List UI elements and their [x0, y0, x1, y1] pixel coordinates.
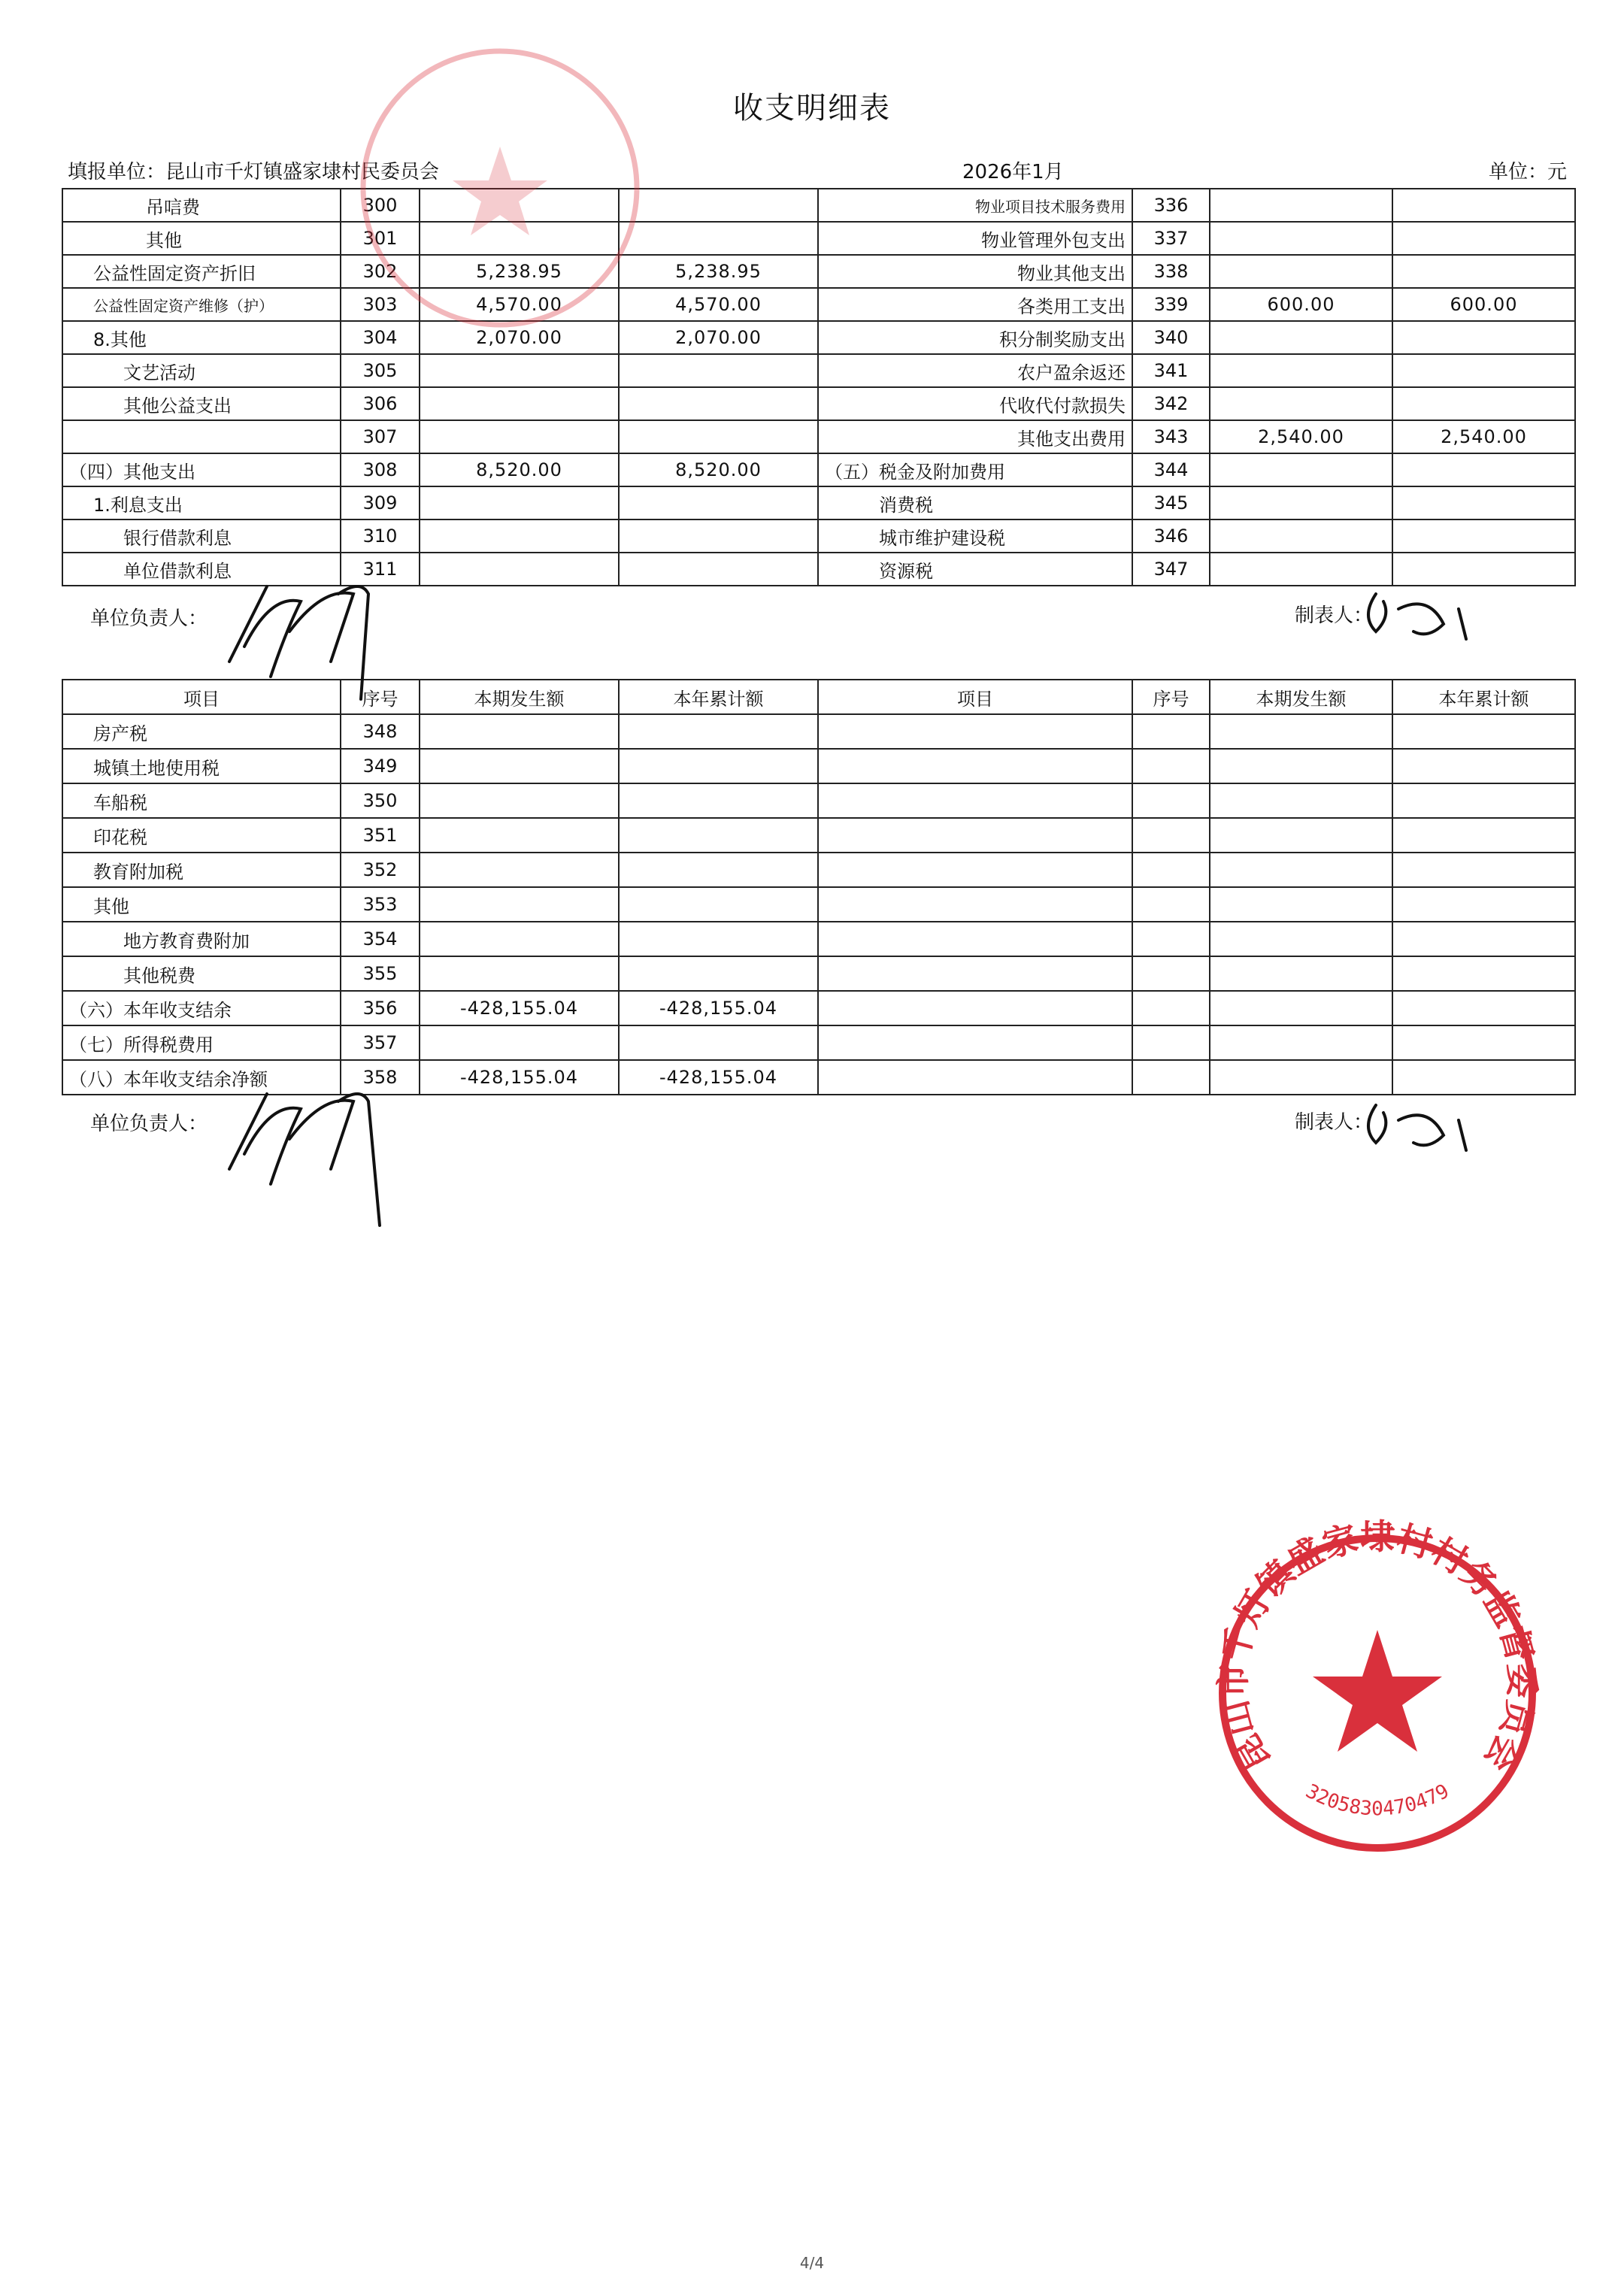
seal-code: 3205830470479 [1301, 1780, 1453, 1821]
row-number: 353 [341, 887, 420, 922]
row-number: 306 [341, 387, 420, 420]
row-item: 公益性固定资产维修（护） [62, 288, 341, 321]
document-title: 收支明细表 [733, 91, 891, 126]
row-number: 351 [341, 818, 420, 853]
row-number: 355 [341, 956, 420, 991]
preparer-label-2: 制表人： [1295, 1111, 1374, 1134]
svg-text:3205830470479 [1302, 1780, 1453, 1821]
row-item: 物业其他支出 [818, 255, 1132, 288]
row-item: 其他税费 [62, 956, 341, 991]
row-item: （五）税金及附加费用 [818, 453, 1132, 486]
row-number: 308 [341, 453, 420, 486]
ytd-amount: -428,155.04 [619, 1060, 818, 1095]
signature-icon [229, 586, 1466, 699]
row-item: 单位借款利息 [62, 553, 341, 586]
row-number: 340 [1132, 321, 1210, 354]
current-amount: -428,155.04 [420, 1060, 619, 1095]
row-item: 教育附加税 [62, 853, 341, 887]
column-header: 本期发生额 [420, 680, 619, 714]
row-number: 307 [341, 420, 420, 453]
reporting-period: 2026年1月 [962, 161, 1064, 183]
current-amount: 8,520.00 [420, 453, 619, 486]
row-item: 物业管理外包支出 [818, 222, 1132, 255]
row-number: 341 [1132, 354, 1210, 387]
responsible-person-label: 单位负责人： [90, 607, 208, 630]
row-number: 356 [341, 991, 420, 1025]
column-header: 本年累计额 [1392, 680, 1575, 714]
currency-unit: 单位：元 [1489, 161, 1568, 183]
row-item: 地方教育费附加 [62, 922, 341, 956]
row-number: 303 [341, 288, 420, 321]
row-number: 309 [341, 486, 420, 519]
row-number: 350 [341, 783, 420, 818]
row-number: 301 [341, 222, 420, 255]
row-item: 物业项目技术服务费用 [818, 189, 1132, 222]
current-amount: 2,070.00 [420, 321, 619, 354]
row-number: 302 [341, 255, 420, 288]
row-number: 305 [341, 354, 420, 387]
row-item: 1.利息支出 [62, 486, 341, 519]
row-item: 其他支出费用 [818, 420, 1132, 453]
row-number: 348 [341, 714, 420, 749]
row-number: 304 [341, 321, 420, 354]
row-item: 城市维护建设税 [818, 519, 1132, 553]
row-number: 337 [1132, 222, 1210, 255]
row-number: 358 [341, 1060, 420, 1095]
ytd-amount: 5,238.95 [619, 255, 818, 288]
row-item: （六）本年收支结余 [62, 991, 341, 1025]
row-item: 代收代付款损失 [818, 387, 1132, 420]
column-header: 序号 [1132, 680, 1210, 714]
faint-seal-icon [363, 51, 637, 325]
seal-text: 昆山市千灯镇盛家埭村村务监督委员会 [1212, 1516, 1543, 1778]
row-item: 文艺活动 [62, 354, 341, 387]
row-number: 343 [1132, 420, 1210, 453]
row-number: 352 [341, 853, 420, 887]
column-header: 本年累计额 [619, 680, 818, 714]
row-number: 310 [341, 519, 420, 553]
row-number: 339 [1132, 288, 1210, 321]
ytd-amount: -428,155.04 [619, 991, 818, 1025]
page-number: 4/4 [799, 2254, 825, 2272]
row-number: 336 [1132, 189, 1210, 222]
row-number: 346 [1132, 519, 1210, 553]
official-seal-icon [1213, 1516, 1542, 1848]
row-item: 农户盈余返还 [818, 354, 1132, 387]
current-amount: 2,540.00 [1210, 420, 1392, 453]
reporting-unit: 填报单位：昆山市千灯镇盛家埭村民委员会 [68, 161, 440, 183]
row-number: 345 [1132, 486, 1210, 519]
row-item: 资源税 [818, 553, 1132, 586]
ytd-amount: 8,520.00 [619, 453, 818, 486]
column-header: 本期发生额 [1210, 680, 1392, 714]
row-item: 银行借款利息 [62, 519, 341, 553]
current-amount: -428,155.04 [420, 991, 619, 1025]
row-item: （四）其他支出 [62, 453, 341, 486]
row-number: 338 [1132, 255, 1210, 288]
row-number: 347 [1132, 553, 1210, 586]
column-header: 项目 [818, 680, 1132, 714]
current-amount: 5,238.95 [420, 255, 619, 288]
row-number: 344 [1132, 453, 1210, 486]
row-item: 8.其他 [62, 321, 341, 354]
row-item: 消费税 [818, 486, 1132, 519]
ytd-amount: 2,540.00 [1392, 420, 1575, 453]
row-item: （七）所得税费用 [62, 1025, 341, 1060]
row-item: 积分制奖励支出 [818, 321, 1132, 354]
column-header: 项目 [62, 680, 341, 714]
row-item: 公益性固定资产折旧 [62, 255, 341, 288]
row-item: 城镇土地使用税 [62, 749, 341, 783]
row-item: （八）本年收支结余净额 [62, 1060, 341, 1095]
preparer-label: 制表人： [1295, 604, 1374, 627]
signature-icon-2 [229, 1094, 1466, 1225]
ytd-amount: 600.00 [1392, 288, 1575, 321]
row-item: 各类用工支出 [818, 288, 1132, 321]
ytd-amount: 4,570.00 [619, 288, 818, 321]
row-number: 349 [341, 749, 420, 783]
row-number: 354 [341, 922, 420, 956]
row-number: 357 [341, 1025, 420, 1060]
row-number: 300 [341, 189, 420, 222]
column-header: 序号 [341, 680, 420, 714]
ytd-amount: 2,070.00 [619, 321, 818, 354]
row-item: 吊唁费 [62, 189, 341, 222]
row-item: 其他公益支出 [62, 387, 341, 420]
row-item: 其他 [62, 222, 341, 255]
current-amount: 4,570.00 [420, 288, 619, 321]
row-item: 房产税 [62, 714, 341, 749]
current-amount: 600.00 [1210, 288, 1392, 321]
row-item: 车船税 [62, 783, 341, 818]
row-item: 印花税 [62, 818, 341, 853]
row-number: 311 [341, 553, 420, 586]
row-item: 其他 [62, 887, 341, 922]
row-number: 342 [1132, 387, 1210, 420]
responsible-person-label-2: 单位负责人： [90, 1113, 208, 1135]
